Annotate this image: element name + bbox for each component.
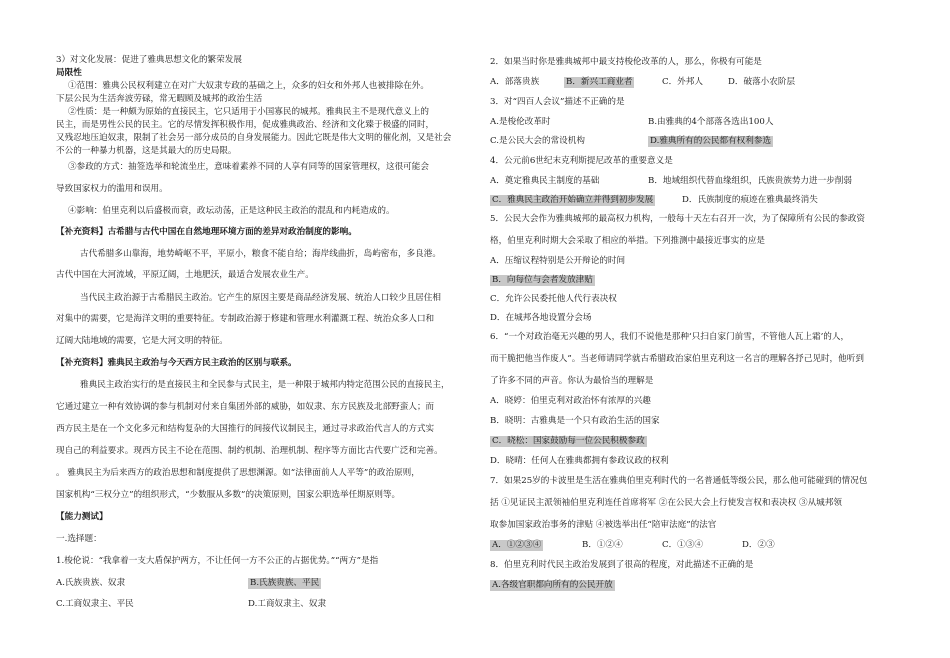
option-d: D.工商奴隶主、奴隶 (248, 599, 327, 609)
option-a: A.氏族贵族、奴隶 (56, 578, 126, 588)
option-b: B.由雅典的4个部落各选出100人 (648, 117, 774, 127)
question-6-cont: 而干脆把他当作废人”。当老师请同学就古希腊政治家伯里克利这一名言的理解各抒己见时，他听到 (490, 354, 864, 364)
option-c: C．允许公民委托他人代行表决权 (490, 294, 617, 304)
question-8: 8．伯里克利时代民主政治发展到了很高的程度，对此描述不正确的是 (490, 560, 754, 570)
option-d: D．晓晴：任何人在雅典都拥有参政议政的权利 (490, 456, 669, 466)
option-a: A．①②③④ (492, 540, 542, 550)
text-line: 当代民主政治源于古希腊民主政治。它产生的原因主要是商品经济发展、统治人口较少且居住相 (80, 293, 441, 303)
option-d: D．②③ (742, 540, 775, 550)
question-1: 1.梭伦说：“我拿着一支大盾保护两方，不让任何一方不公正的占据优势。”“两方”是指 (56, 556, 379, 566)
text-line: 。 雅典民主为后来西方的政治思想和制度提供了思想渊源。如“法律面前人人平等”的政治原则， (56, 468, 420, 478)
question-5: 5．公民大会作为雅典城邦的最高权力机构，一般每十天左右召开一次，为了保障所有公民的参政资 (490, 214, 866, 224)
question-6: 6．“一个对政治毫无兴趣的男人，我们不说他是那种‘只扫自家门前雪，不管他人瓦上霜’的人， (490, 332, 850, 342)
option-d: D．在城邦各地设置分会场 (490, 313, 592, 323)
option-b: B．地域组织代替血缘组织，氏族贵族势力进一步削弱 (648, 176, 852, 186)
text-line: 古代中国在大河流域，平原辽阔，土地肥沃，最适合发展农业生产。 (56, 270, 314, 280)
question-7-cont: 取参加国家政治事务的津贴 ④被选举出任“陪审法庭”的法官 (490, 520, 717, 530)
ability-test-heading: 【能力测试】 (56, 512, 108, 522)
option-a: A．奠定雅典民主制度的基础 (490, 176, 600, 186)
text-line: 对集中的需要，它是海洋文明的重要特征。专制政治源于修建和管理水利灌溉工程、统治众多人口和 (56, 314, 435, 324)
text-line: 下层公民为生活奔波劳碌，常无暇顾及城邦的政治生活 (56, 94, 263, 104)
option-c: C．雅典民主政治开始确立并得到初步发展 (492, 195, 654, 205)
text-line: 又残忍地压迫奴隶，限制了社会另一部分成员的自身发展能力。因此它既是伟大文明的催化剂，又是社会 (56, 133, 452, 143)
text-line: 西方民主是在一个文化多元和结构复杂的大国推行的间接代议制民主，通过寻求政治代言人的方式实 (56, 424, 435, 434)
text-line: 不公的一种暴力机器，这是其最大的历史局限。 (56, 146, 237, 156)
option-b: B．晓明：古雅典是一个只有政治生活的国家 (490, 416, 660, 426)
question-7: 7．如果25岁的卡波里是生活在雅典伯里克利时代的一名普通低等级公民，那么他可能碰到的情况包 (490, 476, 868, 486)
question-5-cont: 格，伯里克利时期大会采取了相应的举措。下列推测中最接近事实的应是 (490, 236, 766, 246)
option-c: C.是公民大会的常设机构 (490, 136, 585, 146)
section-label: 一.选择题： (56, 534, 102, 544)
text-line: 3）对文化发展：促进了雅典思想文化的繁荣发展 (56, 55, 242, 65)
option-a: A.是梭伦改革时 (490, 117, 551, 127)
option-c: C．晓松：国家鼓励每一位公民积极参政 (492, 436, 645, 446)
option-b: B．新兴工商业者 (566, 77, 633, 87)
option-c: C．外邦人 (662, 77, 703, 87)
option-c: C．①③④ (662, 540, 703, 550)
option-b: B.氏族贵族、平民 (250, 578, 320, 588)
option-a: A．压缩议程特别是公开辩论的时间 (490, 256, 626, 266)
option-a: A．部落贵族 (490, 77, 540, 87)
text-line: ③参政的方式：抽签选举和轮流坐庄，意味着素养不同的人享有同等的国家管理权，这很可能会 (68, 162, 429, 172)
option-a: A．晓婷：伯里克利对政治怀有浓厚的兴趣 (490, 396, 651, 406)
question-7-cont: 括 ①见证民主派领袖伯里克利连任首席将军 ②在公民大会上行使发言权和表决权 ③从城邦领 (490, 498, 842, 508)
text-line: 它通过建立一种有效协调的参与机制对付来自集团外部的威胁，如奴隶、东方民族及北部野蛮人；而 (56, 402, 435, 412)
option-a: A.各级官职都向所有的公民开放 (492, 580, 613, 590)
text-line: 古代希腊多山靠海，地势崎岖不平，平原小，粮食不能自给；海岸线曲折，岛屿密布，多良港。 (80, 249, 441, 259)
question-2: 2．如果当时你是雅典城邦中最支持梭伦改革的人，那么，你极有可能是 (490, 57, 762, 67)
text-line: 导致国家权力的滥用和误用。 (56, 184, 168, 194)
option-d: D．破落小农阶层 (728, 77, 796, 87)
question-4: 4．公元前6世纪末克利斯提尼改革的重要意义是 (490, 156, 673, 166)
option-d: D.雅典所有的公民都有权利参选 (650, 136, 772, 146)
text-line: 雅典民主政治实行的是直接民主和全民参与式民主，是一种限于城邦内特定范围公民的直接民主， (80, 380, 450, 390)
text-line: ④影响：伯里克利以后盛极而衰，政坛动荡，正是这种民主政治的混乱和内耗造成的。 (68, 206, 395, 216)
option-b: B．向每位与会者发放津贴 (492, 275, 593, 285)
text-line: 国家机构“三权分立”的组织形式，“少数服从多数”的决策原则，国家公职选举任期原则等。 (56, 490, 401, 500)
option-d: D．氏族制度的痕迹在雅典最终消失 (682, 195, 818, 205)
text-line: 现自己的利益要求。现西方民主不论在范围、制约机制、治理机制、程序等方面比古代要广泛和完善。 (56, 446, 443, 456)
question-3: 3．对“四百人会议”描述不正确的是 (490, 97, 625, 107)
text-line: ①范围：雅典公民权利建立在对广大奴隶专政的基础之上，众多的妇女和外邦人也被排除在外。 (68, 81, 429, 91)
option-b: B．①②④ (582, 540, 623, 550)
question-6-cont: 了许多不同的声音。你认为最恰当的理解是 (490, 376, 654, 386)
text-line: 辽阔大陆地域的需要，它是大河文明的特征。 (56, 336, 228, 346)
supplement-heading: 【补充资料】雅典民主政治与今天西方民主政治的区别与联系。 (56, 358, 297, 368)
text-line: 民主，而是男性公民的民主。它的尽情发挥积极作用，促成雅典政治、经济和文化臻于极盛的同时， (56, 120, 435, 130)
supplement-heading: 【补充资料】古希腊与古代中国在自然地理环境方面的差异对政治制度的影响。 (56, 227, 357, 237)
section-heading: 局限性 (56, 68, 82, 78)
option-c: C.工商奴隶主、平民 (56, 599, 134, 609)
text-line: ②性质：是一种颇为原始的直接民主，它只适用于小国寡民的城邦。雅典民主不是现代意义上的 (68, 107, 429, 117)
